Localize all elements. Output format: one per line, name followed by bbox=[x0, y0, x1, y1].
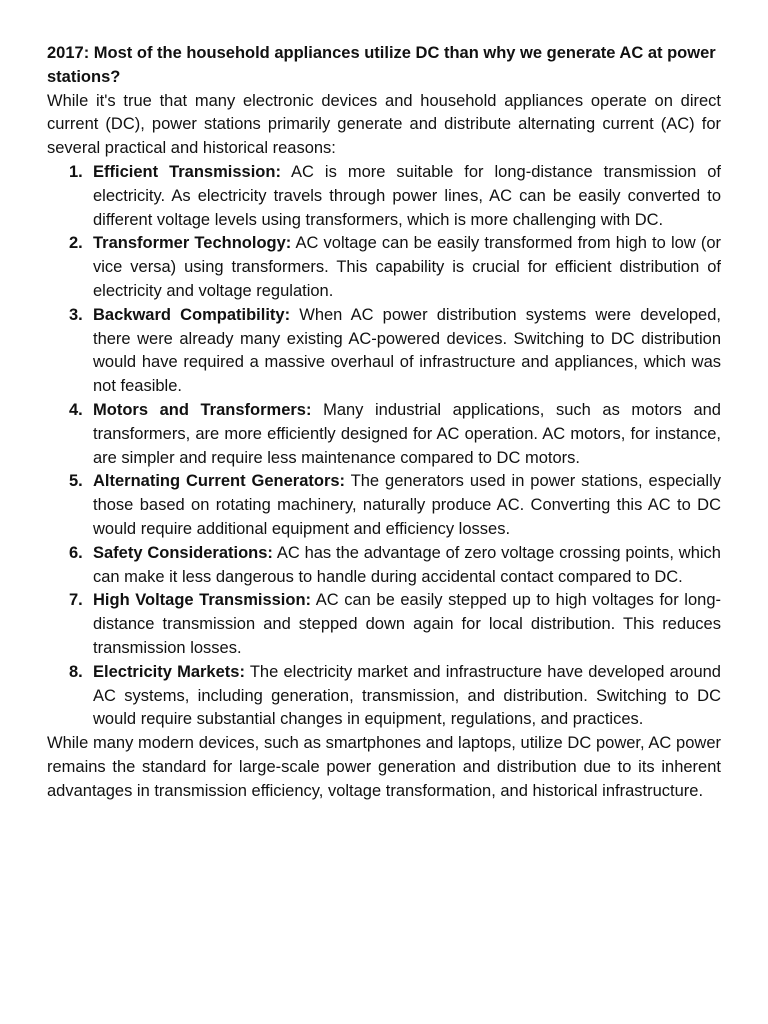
list-item-number: 2. bbox=[69, 234, 83, 253]
list-item-term: Safety Considerations: bbox=[93, 543, 273, 562]
list-item-text: Many industrial applications, such as motors and transformers, are more efficiently designed for AC operation. AC motors, for instance, are simpler and require less maintenance compared to DC motors. bbox=[93, 400, 721, 467]
list-item-number: 7. bbox=[69, 591, 83, 610]
document-body bbox=[47, 42, 721, 804]
question-heading: 2017: Most of the household appliances utilize DC than why we generate AC at power stations? bbox=[47, 44, 716, 86]
list-item bbox=[69, 661, 721, 732]
list-item-number: 3. bbox=[69, 305, 83, 324]
list-item-term: Transformer Technology: bbox=[93, 234, 292, 253]
list-item-term: Electricity Markets: bbox=[93, 662, 245, 681]
list-item bbox=[69, 470, 721, 541]
list-item-text: AC has the advantage of zero voltage crossing points, which can make it less dangerous to handle during accidental contact compared to DC. bbox=[93, 543, 721, 586]
list-item-text: The generators used in power stations, especially those based on rotating machinery, naturally produce AC. Converting this AC to DC would require additional equipment and efficiency losses. bbox=[93, 472, 721, 538]
list-item bbox=[69, 589, 721, 660]
reasons-list bbox=[47, 161, 721, 732]
list-item-number: 1. bbox=[69, 162, 83, 181]
list-item bbox=[69, 399, 721, 470]
list-item bbox=[69, 161, 721, 232]
list-item-term: Efficient Transmission: bbox=[93, 162, 281, 181]
list-item bbox=[69, 542, 721, 590]
list-item-number: 4. bbox=[69, 400, 83, 419]
list-item-text: AC is more suitable for long-distance transmission of electricity. As electricity travels through power lines, AC can be easily converted to different voltage levels using transformers, which is more challenging with DC. bbox=[93, 162, 721, 229]
conclusion-paragraph: While many modern devices, such as smartphones and laptops, utilize DC power, AC power remains the standard for large-scale power generation and distribution due to its inherent advantages in transmission efficiency, voltage transformation, and historical infrastructure. bbox=[47, 734, 721, 800]
list-item-term: Alternating Current Generators: bbox=[93, 472, 346, 491]
list-item-text: The electricity market and infrastructure have developed around AC systems, including generation, transmission, and distribution. Switching to DC would require substantial changes in equipment, regulations, and practices. bbox=[93, 662, 721, 729]
list-item-term: Backward Compatibility: bbox=[93, 305, 291, 324]
list-item-number: 5. bbox=[69, 472, 83, 491]
list-item-text: AC can be easily stepped up to high voltages for long-distance transmission and stepped down again for local distribution. This reduces transmission losses. bbox=[93, 591, 721, 657]
list-item-text: When AC power distribution systems were developed, there were already many existing AC-powered devices. Switching to DC distribution would have required a massive overhaul of infrastructure and appliances, which was not feasible. bbox=[93, 305, 721, 396]
list-item bbox=[69, 304, 721, 399]
intro-paragraph: While it's true that many electronic devices and household appliances operate on direct current (DC), power stations primarily generate and distribute alternating current (AC) for several practical and historical reasons: bbox=[47, 91, 721, 158]
list-item-number: 8. bbox=[69, 662, 83, 681]
list-item-term: Motors and Transformers: bbox=[93, 400, 312, 419]
list-item-term: High Voltage Transmission: bbox=[93, 591, 312, 610]
list-item bbox=[69, 232, 721, 303]
list-item-text: AC voltage can be easily transformed from high to low (or vice versa) using transformers. This capability is crucial for efficient distribution of electricity and voltage regulation. bbox=[93, 234, 721, 300]
list-item-number: 6. bbox=[69, 543, 83, 562]
